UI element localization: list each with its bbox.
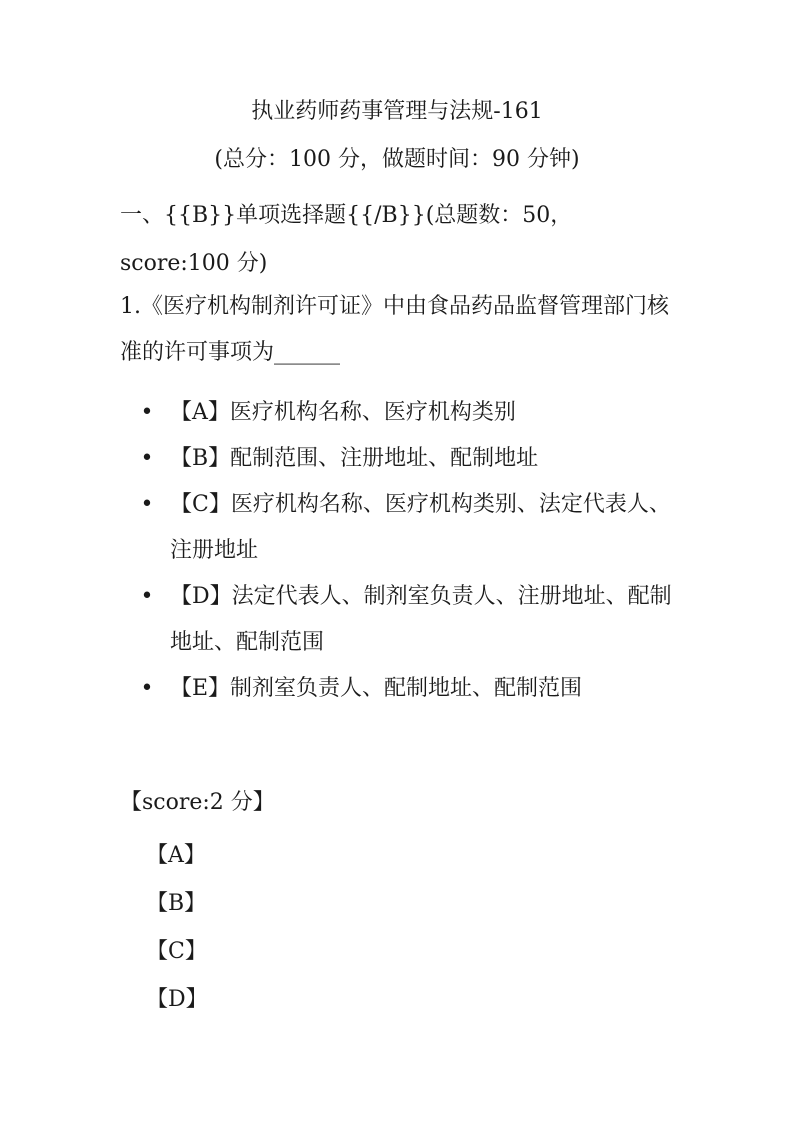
option-label-c: 【C】医疗机构名称、医疗机构类别、法定代表人、注册地址 <box>170 492 671 563</box>
option-item-b <box>140 436 680 482</box>
answer-choice-list <box>146 832 208 1024</box>
option-label-b: 【B】配制范围、注册地址、配制地址 <box>170 446 539 471</box>
option-item-a <box>140 390 680 436</box>
option-label-e: 【E】制剂室负责人、配制地址、配制范围 <box>170 676 583 701</box>
option-list <box>140 390 680 712</box>
section-heading: 一、{{B}}单项选择题{{/B}}(总题数：50，score:100 分) <box>120 203 573 276</box>
option-label-a: 【A】医疗机构名称、医疗机构类别 <box>170 400 516 425</box>
option-item-c <box>140 482 680 574</box>
answer-choice-d[interactable]: 【D】 <box>146 987 208 1012</box>
option-item-d <box>140 574 680 666</box>
option-item-e <box>140 666 680 712</box>
answer-choice-c[interactable]: 【C】 <box>146 939 207 964</box>
document-title: 执业药师药事管理与法规-161 <box>251 99 543 124</box>
question-text: 1.《医疗机构制剂许可证》中由食品药品监督管理部门核准的许可事项为______ <box>120 294 669 365</box>
bullet-icon: • <box>140 676 154 701</box>
document-subtitle: (总分：100 分，做题时间：90 分钟) <box>214 147 580 172</box>
option-label-d: 【D】法定代表人、制剂室负责人、注册地址、配制地址、配制范围 <box>170 584 672 655</box>
answer-choice-b[interactable]: 【B】 <box>146 891 207 916</box>
question-score: 【score:2 分】 <box>120 790 275 815</box>
bullet-icon: • <box>140 446 154 471</box>
bullet-icon: • <box>140 584 154 609</box>
bullet-icon: • <box>140 400 154 425</box>
answer-choice-a[interactable]: 【A】 <box>146 843 206 868</box>
bullet-icon: • <box>140 492 154 517</box>
